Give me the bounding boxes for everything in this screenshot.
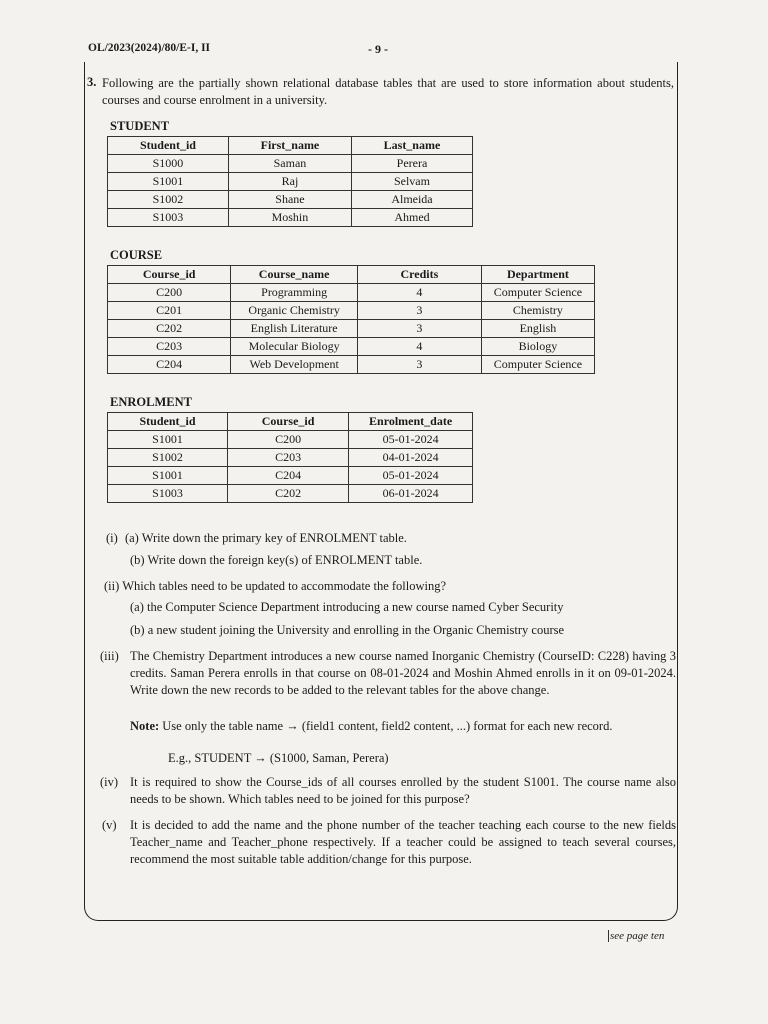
table-cell: 3 xyxy=(357,320,481,338)
table-cell: Web Development xyxy=(231,356,358,374)
part-ii-b-number: (b) xyxy=(130,623,145,637)
course-table-label: COURSE xyxy=(110,248,163,262)
course-table xyxy=(107,265,595,374)
note-label: Note: xyxy=(130,719,160,733)
table-cell: Raj xyxy=(228,173,351,191)
part-iii xyxy=(100,648,676,699)
table-row xyxy=(108,284,595,302)
column-header: Enrolment_date xyxy=(349,413,473,431)
table-cell: Shane xyxy=(228,191,351,209)
student-table-label: STUDENT xyxy=(110,119,170,133)
part-ii-text: Which tables need to be updated to accommodate the following? xyxy=(122,579,447,593)
part-ii-a xyxy=(130,599,670,616)
part-i-b-number: (b) xyxy=(130,553,145,567)
footer-bar xyxy=(608,930,609,942)
table-cell: 06-01-2024 xyxy=(349,485,473,503)
table-cell: Perera xyxy=(351,155,472,173)
table-cell: C203 xyxy=(108,338,231,356)
table-cell: S1000 xyxy=(108,155,229,173)
table-cell: Biology xyxy=(481,338,594,356)
table-cell: 3 xyxy=(357,356,481,374)
table-cell: Molecular Biology xyxy=(231,338,358,356)
column-header: First_name xyxy=(228,137,351,155)
enrolment-table-label: ENROLMENT xyxy=(110,395,192,409)
table-row xyxy=(108,320,595,338)
part-i-number: (i) xyxy=(106,531,118,545)
table-cell: Programming xyxy=(231,284,358,302)
part-i-a-text: Write down the primary key of ENROLMENT table. xyxy=(141,531,407,545)
paper-code: OL/2023(2024)/80/E-I, II xyxy=(88,42,211,54)
column-header: Last_name xyxy=(351,137,472,155)
table-row xyxy=(108,356,595,374)
table-row xyxy=(108,209,473,227)
table-cell: S1001 xyxy=(108,173,229,191)
part-ii-b-text: a new student joining the University and enrolling in the Organic Chemistry course xyxy=(147,623,565,637)
note-text: Use only the table name → (field1 content, field2 content, ...) format for each new record. xyxy=(162,719,613,733)
table-cell: C202 xyxy=(108,320,231,338)
see-next-page: see page ten xyxy=(610,930,665,942)
student-table xyxy=(107,136,473,227)
part-ii-number: (ii) xyxy=(104,579,120,593)
table-cell: Moshin xyxy=(228,209,351,227)
table-cell: C203 xyxy=(227,449,348,467)
enrolment-table xyxy=(107,412,473,503)
part-iii-text: The Chemistry Department introduces a new course named Inorganic Chemistry (CourseID: C228) having 3 credits. Saman Perera enrolls in that course on 08-01-2024 and Moshin Ahmed enrolls in it on 09-01-2024. Write down the new records to be added to the relevant tables for the above change. xyxy=(130,649,676,697)
table-cell: S1002 xyxy=(108,449,228,467)
column-header: Credits xyxy=(357,266,481,284)
table-cell: English xyxy=(481,320,594,338)
question-intro: Following are the partially shown relational database tables that are used to store information about students, courses and course enrolment in a university. xyxy=(102,76,674,107)
table-cell: C204 xyxy=(227,467,348,485)
table-cell: 3 xyxy=(357,302,481,320)
part-v-number: (v) xyxy=(102,818,117,832)
table-cell: S1001 xyxy=(108,431,228,449)
part-i-a-number: (a) xyxy=(124,531,139,545)
part-iii-number: (iii) xyxy=(100,649,119,663)
part-iv-number: (iv) xyxy=(100,775,119,789)
part-ii-b xyxy=(130,622,670,639)
part-v xyxy=(102,817,676,868)
table-row xyxy=(108,338,595,356)
part-ii-a-number: (a) xyxy=(130,600,144,614)
column-header: Course_id xyxy=(108,266,231,284)
table-row xyxy=(108,431,473,449)
table-cell: Almeida xyxy=(351,191,472,209)
part-ii-a-text: the Computer Science Department introducing a new course named Cyber Security xyxy=(147,600,564,614)
table-cell: S1003 xyxy=(108,485,228,503)
table-cell: S1002 xyxy=(108,191,229,209)
table-row xyxy=(108,467,473,485)
table-cell: 05-01-2024 xyxy=(349,431,473,449)
part-iv-text: It is required to show the Course_ids of all courses enrolled by the student S1001. The course name also needs to be shown. Which tables need to be joined for this purpose? xyxy=(130,775,676,806)
table-cell: Selvam xyxy=(351,173,472,191)
table-cell: C204 xyxy=(108,356,231,374)
table-row xyxy=(108,302,595,320)
note-example: E.g., STUDENT → (S1000, Saman, Perera) xyxy=(168,751,389,765)
table-cell: Ahmed xyxy=(351,209,472,227)
column-header: Course_name xyxy=(231,266,358,284)
table-cell: C202 xyxy=(227,485,348,503)
table-row xyxy=(108,155,473,173)
table-cell: Computer Science xyxy=(481,356,594,374)
part-i-b xyxy=(130,552,670,569)
table-cell: 04-01-2024 xyxy=(349,449,473,467)
table-cell: Organic Chemistry xyxy=(231,302,358,320)
format-note xyxy=(130,718,675,735)
table-cell: Chemistry xyxy=(481,302,594,320)
table-cell: C200 xyxy=(227,431,348,449)
table-row xyxy=(108,173,473,191)
table-cell: English Literature xyxy=(231,320,358,338)
table-cell: S1003 xyxy=(108,209,229,227)
table-row xyxy=(108,449,473,467)
table-cell: 05-01-2024 xyxy=(349,467,473,485)
question-number: 3. xyxy=(87,75,97,89)
column-header: Student_id xyxy=(108,413,228,431)
table-cell: C200 xyxy=(108,284,231,302)
part-i-b-text: Write down the foreign key(s) of ENROLMENT table. xyxy=(147,553,423,567)
table-header-row xyxy=(108,266,595,284)
table-cell: S1001 xyxy=(108,467,228,485)
table-cell: 4 xyxy=(357,284,481,302)
table-header-row xyxy=(108,137,473,155)
column-header: Department xyxy=(481,266,594,284)
table-cell: Computer Science xyxy=(481,284,594,302)
column-header: Course_id xyxy=(227,413,348,431)
table-row xyxy=(108,485,473,503)
table-cell: C201 xyxy=(108,302,231,320)
part-ii xyxy=(104,578,670,595)
table-row xyxy=(108,191,473,209)
part-i xyxy=(106,530,666,547)
table-cell: 4 xyxy=(357,338,481,356)
column-header: Student_id xyxy=(108,137,229,155)
part-v-text: It is decided to add the name and the phone number of the teacher teaching each course to the new fields Teacher_name and Teacher_phone respectively. If a teacher could be assigned to teach several courses, recommend the most suitable table addition/change for this purpose. xyxy=(130,818,676,866)
part-iv xyxy=(100,774,676,808)
page-number: - 9 - xyxy=(368,42,388,56)
table-cell: Saman xyxy=(228,155,351,173)
table-header-row xyxy=(108,413,473,431)
